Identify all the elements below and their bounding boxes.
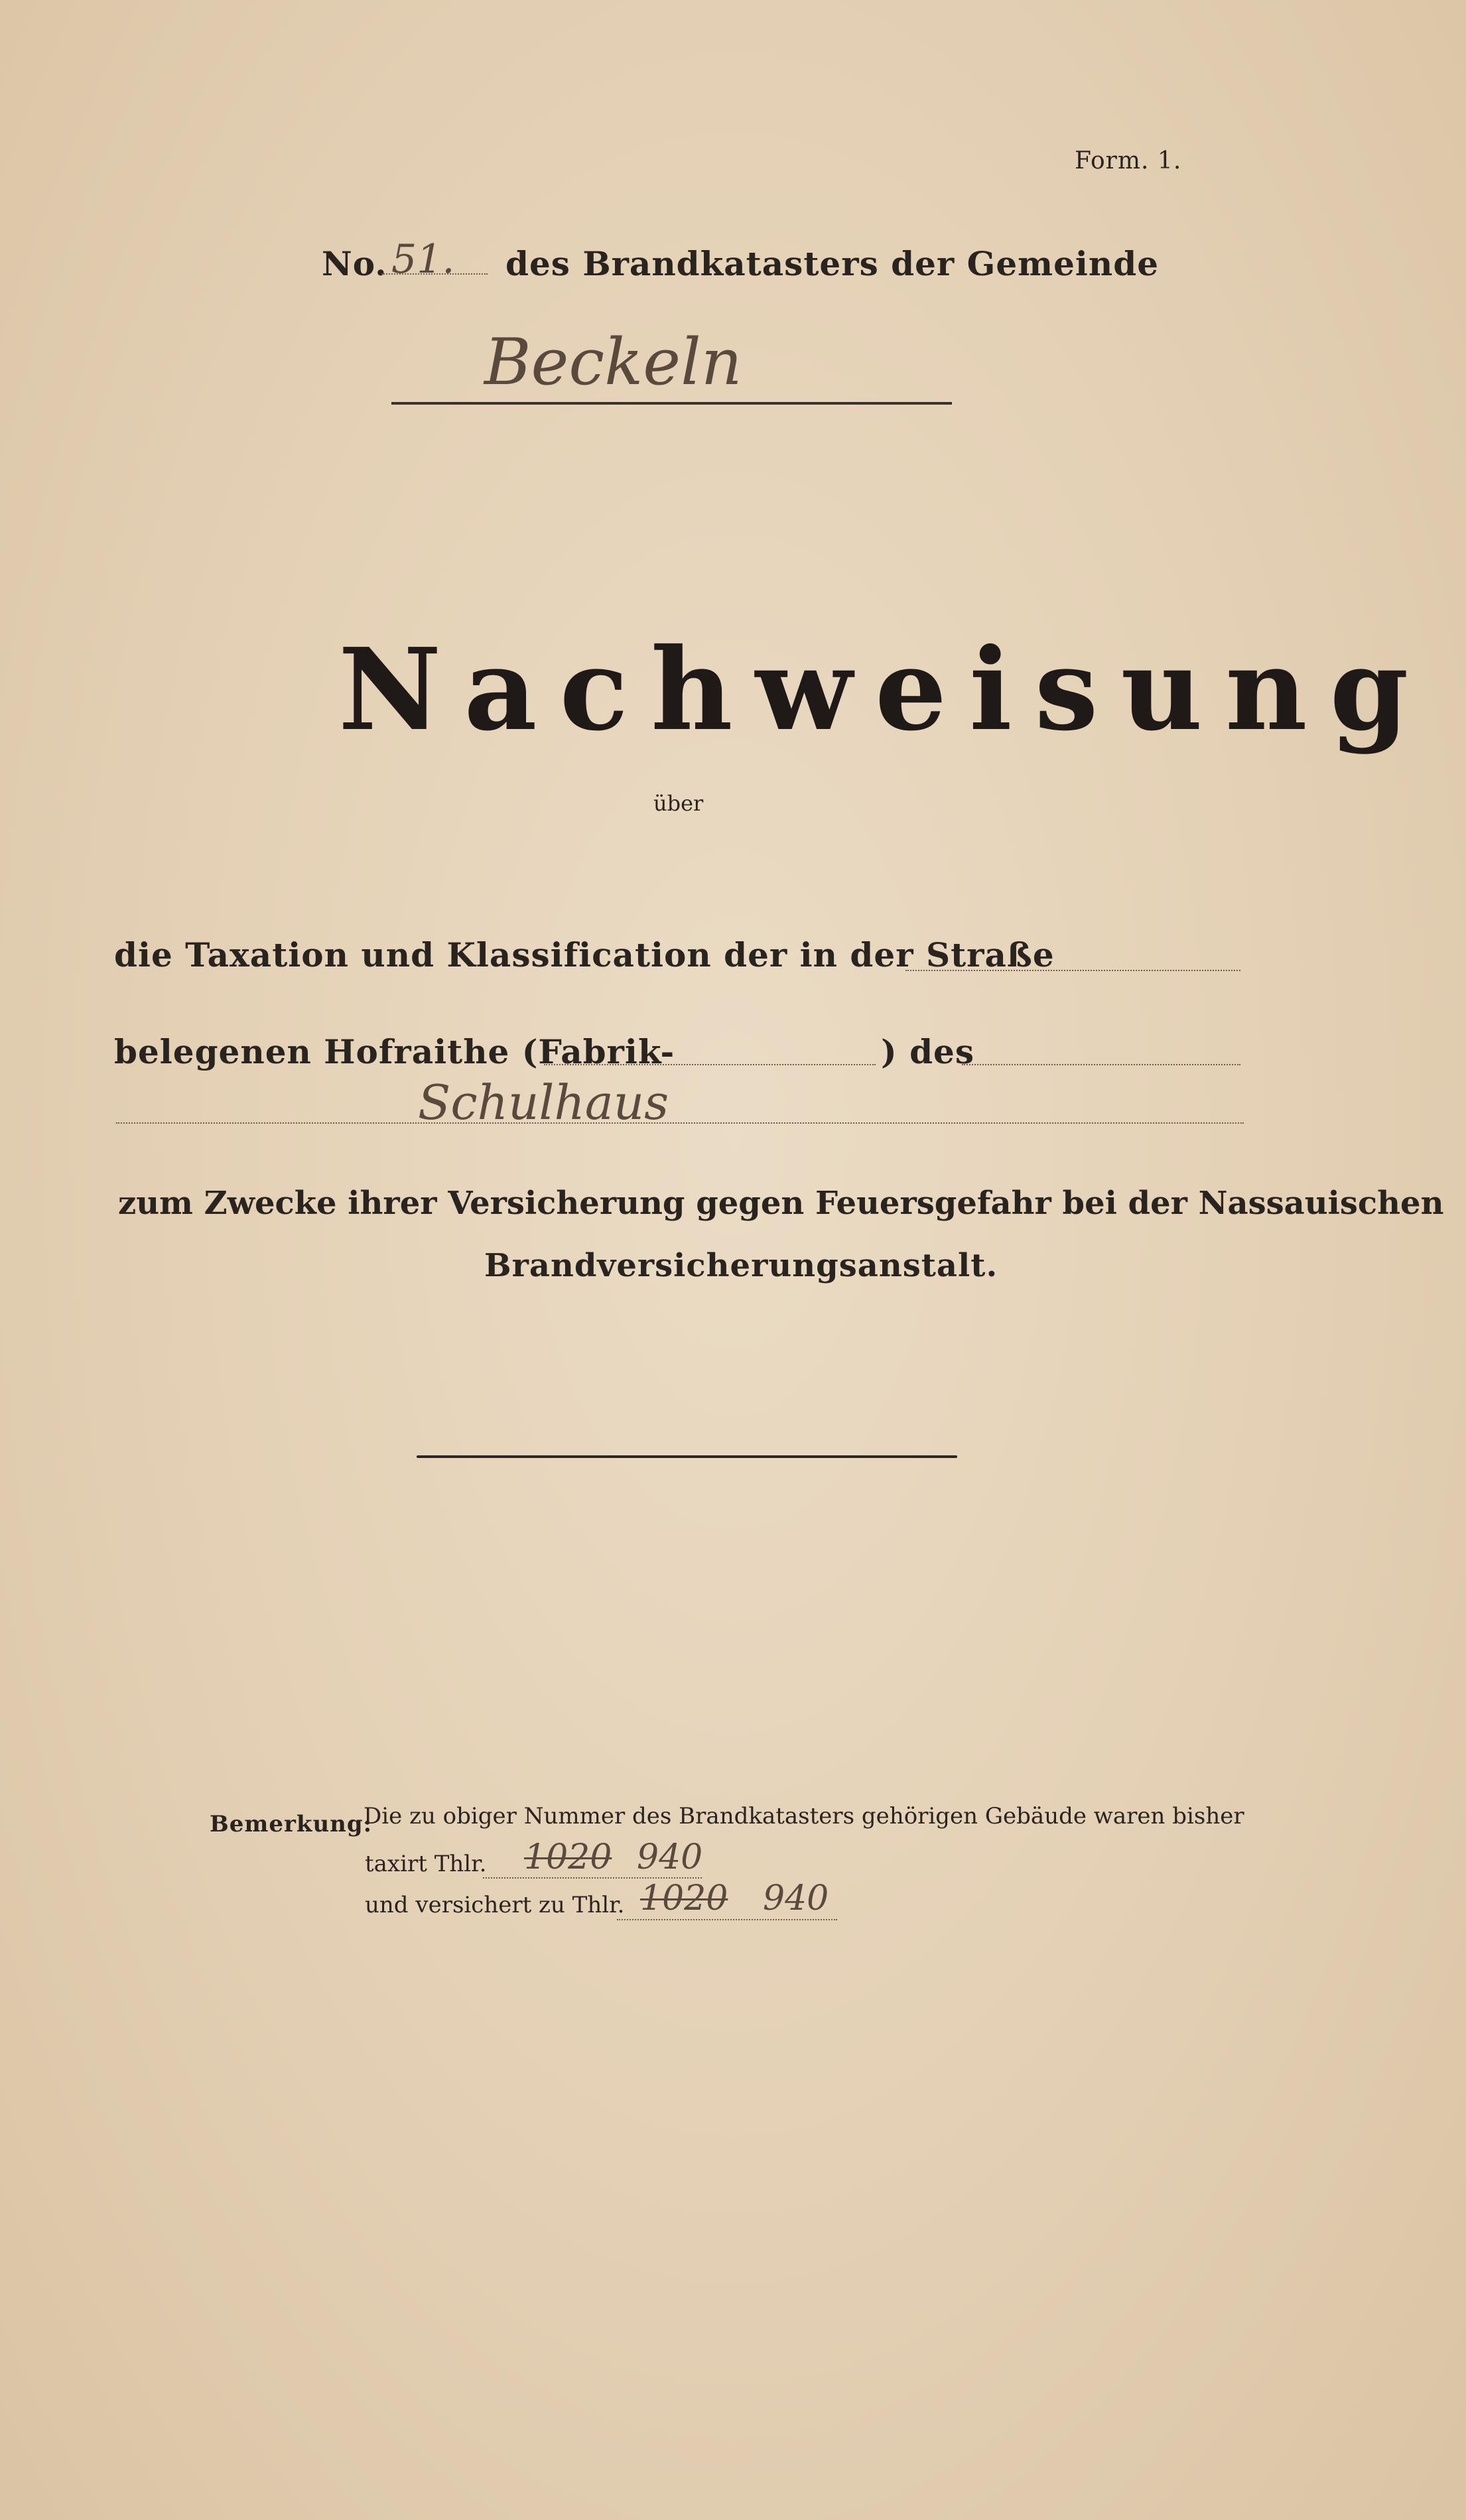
taxirt-old-value: 1020	[524, 1837, 612, 1877]
text-line-2-end: ) des	[881, 1032, 974, 1071]
factory-field	[544, 1036, 876, 1065]
taxirt-label: taxirt Thlr.	[365, 1851, 487, 1877]
versichert-old-value: 1020	[640, 1879, 728, 1918]
versichert-new-value: 940	[763, 1879, 829, 1918]
taxirt-new-value: 940	[637, 1837, 703, 1877]
text-line-5: Brandversicherungsanstalt.	[484, 1247, 998, 1284]
form-label: Form. 1.	[1075, 147, 1182, 174]
remark-label: Bemerkung:	[210, 1811, 373, 1837]
text-line-2-start: belegenen Hofraithe (Fabrik-	[114, 1032, 675, 1071]
number-prefix: No.	[322, 244, 387, 283]
owner-field-end	[962, 1036, 1240, 1065]
street-field	[905, 942, 1240, 971]
page-title: Nachweisung	[338, 624, 1432, 756]
ueber-text: über	[653, 791, 704, 816]
text-line-4: zum Zwecke ihrer Versicherung gegen Feuersgefahr bei der Nassauischen	[118, 1185, 1444, 1222]
text-line-1: die Taxation und Klassification der in der Straße	[114, 935, 1055, 974]
owner-field	[116, 1094, 1244, 1124]
number-handwritten: 51.	[391, 236, 455, 283]
municipality-handwritten: Beckeln	[484, 325, 742, 399]
owner-handwritten: Schulhaus	[418, 1075, 669, 1130]
remark-text: Die zu obiger Nummer des Brandkatasters gehörigen Gebäude waren bisher	[364, 1803, 1244, 1829]
separator-line	[417, 1455, 957, 1458]
header-suffix: des Brandkatasters der Gemeinde	[505, 244, 1160, 283]
versichert-label: und versichert zu Thlr.	[365, 1892, 625, 1918]
